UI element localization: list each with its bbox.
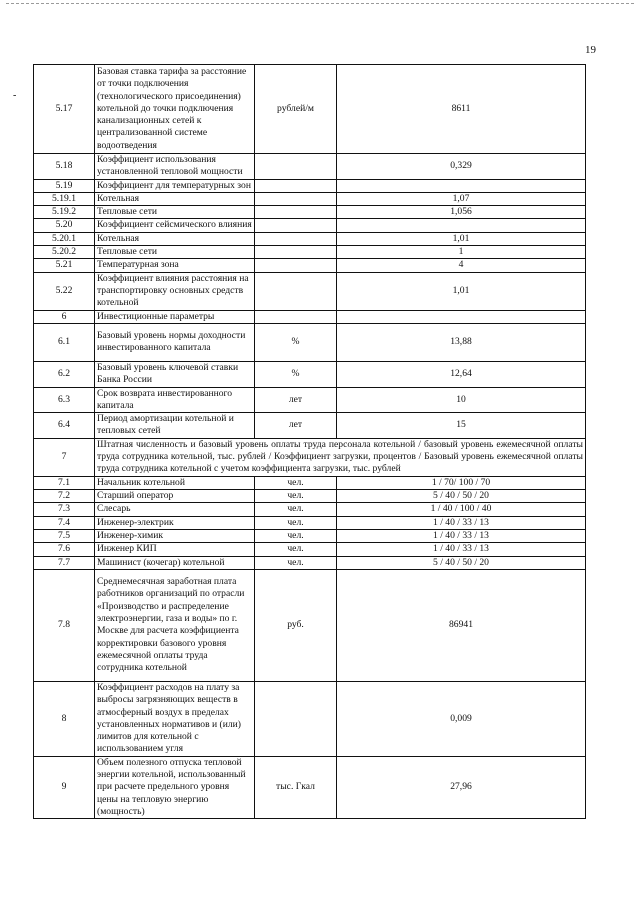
unit-cell [255,310,337,323]
parameters-table-body [34,65,586,819]
row-number-cell: 5.20.1 [34,232,95,245]
value-cell: 1 / 40 / 100 / 40 [337,503,586,516]
row-number-cell: 7.4 [34,516,95,529]
row-number-cell: 6.4 [34,413,95,439]
unit-cell [255,681,337,756]
value-cell: 0,329 [337,154,586,180]
value-cell: 12,64 [337,361,586,387]
value-cell: 1 / 70/ 100 / 70 [337,476,586,489]
unit-cell [255,232,337,245]
parameter-name-cell: Тепловые сети [95,206,255,219]
parameter-name-cell: Среднемесячная заработная плата работников организаций по отрасли «Производство и распределение электроэнергии, газа и воды» по г. Москве для расчета коэффициента корректировки базового уровня ежемесячной оплаты труда сотрудника котельной [95,569,255,681]
unit-cell: чел. [255,516,337,529]
table-row [34,556,586,569]
page-number: 19 [585,44,596,56]
table-row [34,206,586,219]
table-row [34,516,586,529]
row-number-cell: 5.21 [34,259,95,272]
table-row [34,310,586,323]
value-cell [337,219,586,232]
table-row [34,232,586,245]
unit-cell: чел. [255,529,337,542]
table-row [34,438,586,476]
table-row [34,476,586,489]
value-cell: 15 [337,413,586,439]
row-number-cell: 5.19.1 [34,192,95,205]
unit-cell: чел. [255,476,337,489]
unit-cell: тыс. Гкал [255,756,337,818]
top-scan-rule [6,3,634,4]
value-cell: 1 [337,246,586,259]
row-number-cell: 7.8 [34,569,95,681]
value-cell [337,179,586,192]
table-row [34,65,586,154]
row-number-cell: 6 [34,310,95,323]
row-number-cell: 5.19.2 [34,206,95,219]
unit-cell: лет [255,387,337,413]
unit-cell [255,206,337,219]
row-number-cell: 7.1 [34,476,95,489]
unit-cell: чел. [255,490,337,503]
unit-cell: рублей/м [255,65,337,154]
section-description-cell: Штатная численность и базовый уровень оплаты труда персонала котельной / базовый уровень ежемесячной оплаты труда сотрудника котельной, тыс. рублей / Коэффициент загрузки, процентов / Базовый уровень ежемесячной оплаты труда сотрудника котельной с учетом коэффициента загрузки, тыс. рублей [95,438,586,476]
table-row [34,413,586,439]
row-number-cell: 7.6 [34,543,95,556]
value-cell: 13,88 [337,323,586,361]
value-cell: 5 / 40 / 50 / 20 [337,490,586,503]
row-number-cell: 5.17 [34,65,95,154]
value-cell: 1,056 [337,206,586,219]
table-row [34,387,586,413]
unit-cell: чел. [255,543,337,556]
table-row [34,543,586,556]
value-cell: 1 / 40 / 33 / 13 [337,529,586,542]
parameter-name-cell: Инвестиционные параметры [95,310,255,323]
value-cell: 8611 [337,65,586,154]
unit-cell [255,179,337,192]
row-number-cell: 5.20.2 [34,246,95,259]
parameter-name-cell: Инженер КИП [95,543,255,556]
unit-cell: % [255,361,337,387]
row-number-cell: 8 [34,681,95,756]
parameter-name-cell: Старший оператор [95,490,255,503]
unit-cell [255,272,337,310]
unit-cell [255,154,337,180]
value-cell: 4 [337,259,586,272]
unit-cell: чел. [255,556,337,569]
unit-cell: лет [255,413,337,439]
parameter-name-cell: Коэффициент использования установленной тепловой мощности [95,154,255,180]
row-number-cell: 7.2 [34,490,95,503]
row-number-cell: 5.22 [34,272,95,310]
parameter-name-cell: Слесарь [95,503,255,516]
parameter-name-cell: Котельная [95,232,255,245]
value-cell: 5 / 40 / 50 / 20 [337,556,586,569]
parameter-name-cell: Инженер-химик [95,529,255,542]
parameter-name-cell: Базовая ставка тарифа за расстояние от точки подключения (технологического присоединения) котельной до точки подключения канализационных сетей к централизованной системе водоотведения [95,65,255,154]
parameter-name-cell: Объем полезного отпуска тепловой энергии котельной, использованный при расчете предельного уровня цены на тепловую энергию (мощность) [95,756,255,818]
table-row [34,192,586,205]
row-number-cell: 6.3 [34,387,95,413]
table-row [34,179,586,192]
parameter-name-cell: Базовый уровень ключевой ставки Банка России [95,361,255,387]
row-number-cell: 7.3 [34,503,95,516]
parameter-name-cell: Инженер-электрик [95,516,255,529]
table-row [34,490,586,503]
row-number-cell: 6.2 [34,361,95,387]
row-number-cell: 7 [34,438,95,476]
parameter-name-cell: Коэффициент влияния расстояния на транспортировку основных средств котельной [95,272,255,310]
parameters-table [33,64,586,819]
row-number-cell: 5.18 [34,154,95,180]
table-row [34,529,586,542]
unit-cell [255,192,337,205]
parameter-name-cell: Машинист (кочегар) котельной [95,556,255,569]
row-number-cell: 6.1 [34,323,95,361]
value-cell: 10 [337,387,586,413]
table-row [34,272,586,310]
parameter-name-cell: Срок возврата инвестированного капитала [95,387,255,413]
row-number-cell: 5.20 [34,219,95,232]
value-cell [337,310,586,323]
unit-cell [255,259,337,272]
value-cell: 1,01 [337,272,586,310]
unit-cell: чел. [255,503,337,516]
margin-mark: - [13,90,17,101]
table-row [34,681,586,756]
table-row [34,154,586,180]
value-cell: 0,009 [337,681,586,756]
parameter-name-cell: Период амортизации котельной и тепловых сетей [95,413,255,439]
row-number-cell: 7.5 [34,529,95,542]
parameter-name-cell: Базовый уровень нормы доходности инвестированного капитала [95,323,255,361]
table-row [34,756,586,818]
table-row [34,219,586,232]
table-row [34,259,586,272]
table-row [34,361,586,387]
unit-cell [255,219,337,232]
table-row [34,323,586,361]
table-row [34,246,586,259]
value-cell: 27,96 [337,756,586,818]
parameter-name-cell: Температурная зона [95,259,255,272]
parameter-name-cell: Коэффициент для температурных зон [95,179,255,192]
row-number-cell: 7.7 [34,556,95,569]
value-cell: 1 / 40 / 33 / 13 [337,543,586,556]
row-number-cell: 9 [34,756,95,818]
table-row [34,569,586,681]
parameter-name-cell: Коэффициент расходов на плату за выбросы загрязняющих веществ в атмосферный воздух в пределах установленных нормативов и (или) лимитов для котельной с использованием угля [95,681,255,756]
parameter-name-cell: Котельная [95,192,255,205]
row-number-cell: 5.19 [34,179,95,192]
unit-cell: % [255,323,337,361]
parameter-name-cell: Начальник котельной [95,476,255,489]
parameter-name-cell: Тепловые сети [95,246,255,259]
value-cell: 1 / 40 / 33 / 13 [337,516,586,529]
value-cell: 86941 [337,569,586,681]
unit-cell: руб. [255,569,337,681]
table-row [34,503,586,516]
unit-cell [255,246,337,259]
parameter-name-cell: Коэффициент сейсмического влияния [95,219,255,232]
value-cell: 1,07 [337,192,586,205]
value-cell: 1,01 [337,232,586,245]
